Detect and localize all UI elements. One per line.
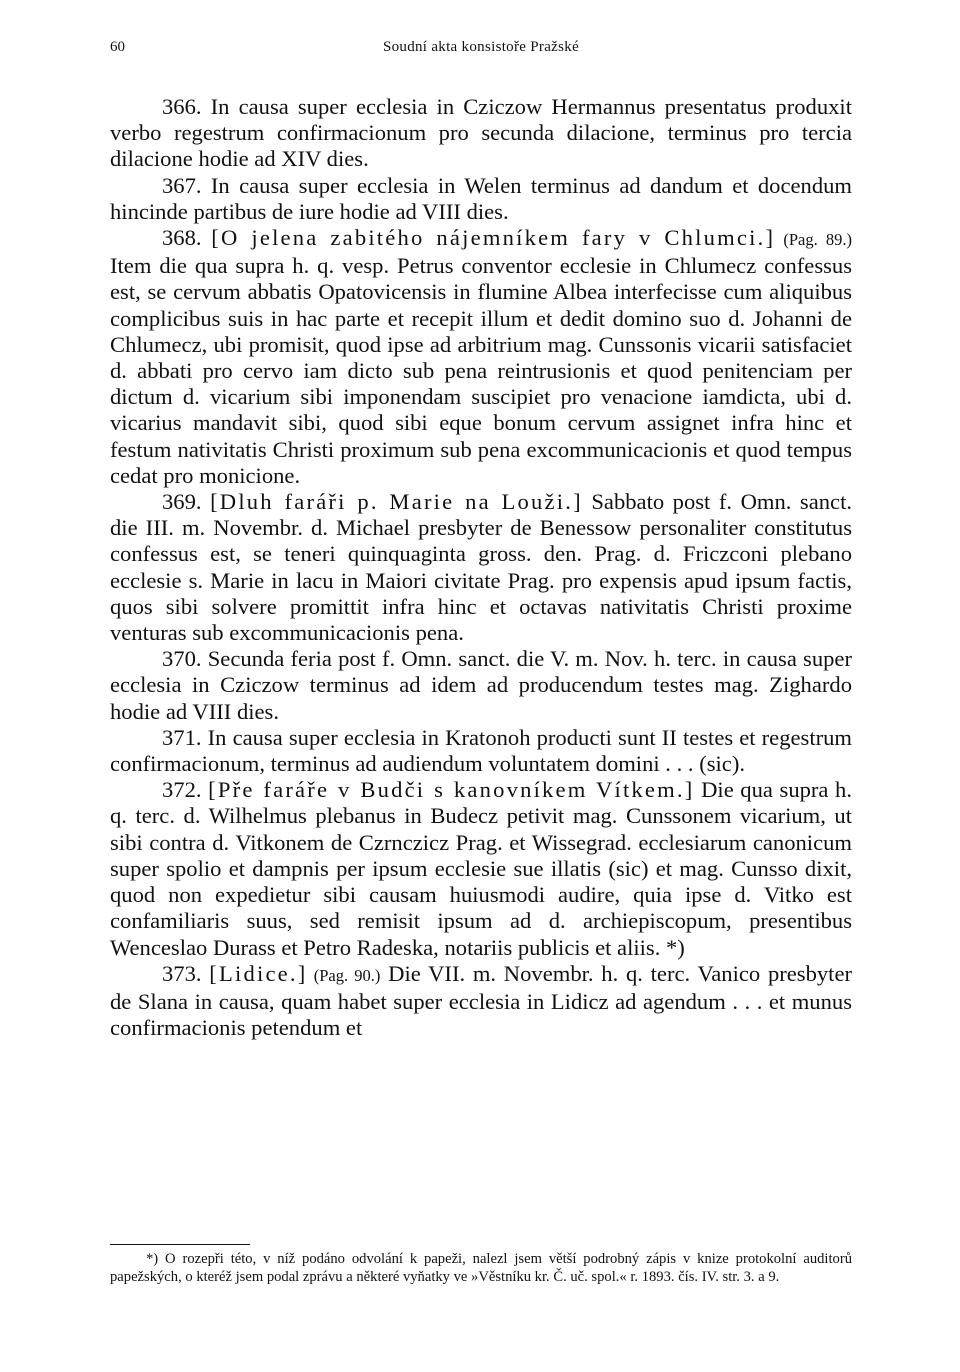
entry-367	[110, 173, 852, 225]
page-reference: (Pag. 89.)	[775, 230, 852, 250]
entry-text: 367. In causa super ecclesia in Welen terminus ad dandum et docendum hincinde partibus de iure hodie ad VIII dies.	[110, 172, 852, 224]
entry-text: Item die qua supra h. q. vesp. Petrus conventor ecclesie in Chlumecz confessus est, se cervum abbatis Opatovicensis in flumine Albea interfecisse cum aliquibus complicibus suis in hac parte et recepit illum et dedit domino suo d. Johanni de Chlumecz, ubi promisit, quod ipse ad arbitrium mag. Cunssonis vicarii satisfaciet d. abbati pro cervo iam dicto sub pena reintrusionis et quod penitenciam per dictum d. vicarium sibi imponendam suscipiet pro venacione iamdicta, ubi d. vicarius mandavit sibi, quod sibi eque bonum cervum assignet infra hinc et festum nativitatis Christi proximum sub pena excommunicacionis et quod tempus cedat pro monicione.	[110, 253, 852, 488]
page-reference: (Pag. 90.)	[307, 965, 381, 985]
document-page	[110, 36, 852, 1356]
entry-number: 369.	[162, 489, 211, 515]
entry-heading: [Lidice.]	[209, 960, 308, 986]
entry-text: Sabbato post f. Omn. sanct. die III. m. Novembr. d. Michael presbyter de Benessow personaliter constitutus confessus est, se teneri quinquaginta gross. den. Prag. d. Friczconi plebano ecclesie s. Marie in lacu in Maiori civitate Prag. pro expensis apud ipsum factis, quos sibi solvere promittit infra hinc et octavas nativitatis Christi proxime venturas sub excommunicacionis pena.	[110, 489, 852, 646]
entry-text: Die VII. m. Novembr. h. q. terc. Vanico presbyter de Slana in causa, quam habet super ecclesia in Lidicz ad agendum . . . et munus confirmacionis petendum et	[110, 960, 853, 1041]
entry-heading: [O jelena zabitého nájemníkem fary v Chlumci.]	[211, 225, 776, 251]
entry-text: 366. In causa super ecclesia in Cziczow Hermannus presentatus produxit verbo regestrum confirmacionum pro secunda dilacione, terminus pro tercia dilacione hodie ad XIV dies.	[110, 94, 852, 172]
page-number: 60	[110, 39, 125, 55]
entry-370	[110, 646, 852, 725]
entry-373	[110, 961, 852, 1042]
entry-371	[110, 725, 852, 777]
entry-text: 370. Secunda feria post f. Omn. sanct. die V. m. Nov. h. terc. in causa super ecclesia in Cziczow terminus ad idem ad producendum testes mag. Zighardo hodie ad VIII dies.	[110, 646, 852, 724]
entry-369	[110, 489, 852, 646]
footnote	[110, 1250, 852, 1286]
page-header	[110, 36, 852, 58]
running-title: Soudní akta konsistoře Pražské	[382, 39, 580, 55]
entry-368	[110, 225, 852, 489]
footnote-divider	[110, 1244, 250, 1245]
body-text	[110, 94, 852, 1041]
entry-text: Die qua supra h. q. terc. d. Wilhelmus plebanus in Budecz petivit mag. Cunssonem vicarium, ut sibi contra d. Vitkonem de Czrnczicz Prag. et Wissegrad. ecclesiarum canonicum super spolio et dampnis per ipsum ecclesie sue illatis (sic) et mag. Cunsso dixit, quod non expedietur sibi causam huiusmodi audire, quia ipse d. Vitko est confamiliaris suus, sed remisit ipsum ad d. archiepiscopum, presentibus Wenceslao Durass et Petro Radeska, notariis publicis et aliis. *)	[110, 777, 853, 960]
footnote-text: *) O rozepři této, v níž podáno odvolání k papeži, nalezl jsem větší podrobný zápis v knize protokolní auditorů papežských, o kteréž jsem podal zprávu a některé vyňatky ve »Věstníku kr. Č. uč. spol.« r. 1893. čís. IV. str. 3. a 9.	[110, 1251, 852, 1286]
entry-372	[110, 777, 852, 960]
entry-number: 368.	[162, 225, 212, 251]
entry-366	[110, 94, 852, 173]
entry-number: 373.	[162, 960, 210, 986]
entry-number: 372.	[162, 777, 209, 803]
entry-heading: [Dluh faráři p. Marie na Louži.]	[210, 489, 583, 515]
entry-text: 371. In causa super ecclesia in Kratonoh producti sunt II testes et regestrum confirmacionum, terminus ad audiendum voluntatem domini . . . (sic).	[110, 724, 852, 777]
entry-heading: [Pře faráře v Budči s kanovníkem Vítkem.]	[208, 777, 695, 803]
